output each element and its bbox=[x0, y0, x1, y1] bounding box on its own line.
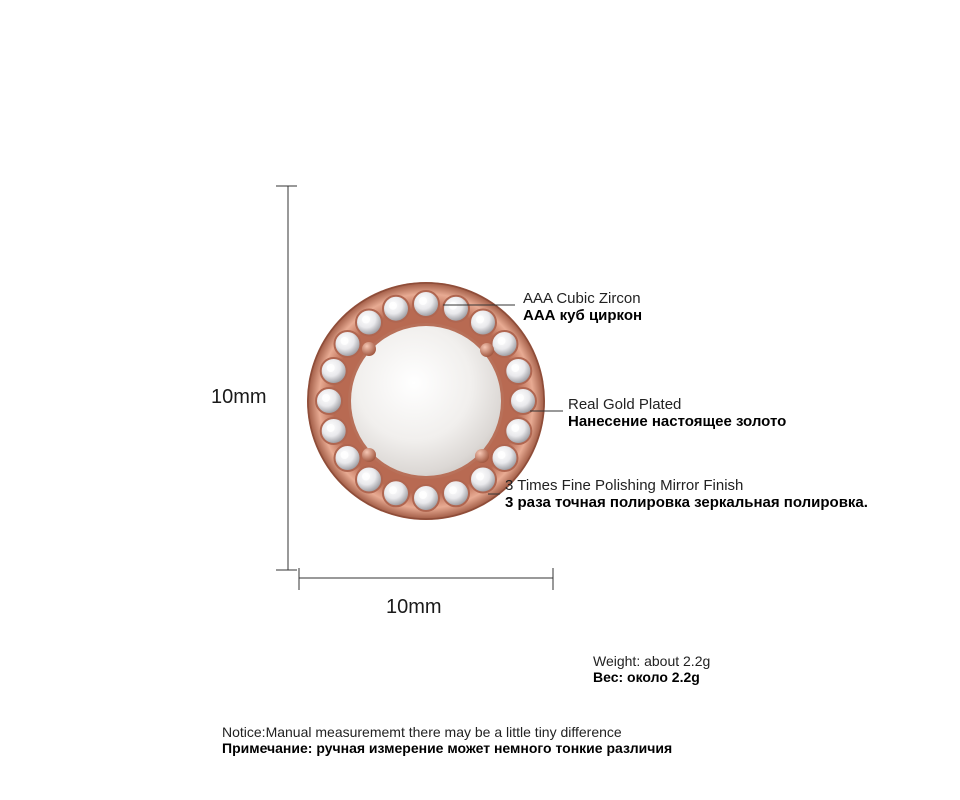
zircon-highlight bbox=[362, 473, 370, 481]
zircon-stone bbox=[505, 358, 531, 384]
zircon-stone bbox=[335, 445, 361, 471]
height-dimension-line bbox=[276, 186, 297, 570]
zircon-highlight bbox=[511, 364, 519, 372]
zircon-highlight bbox=[498, 337, 506, 345]
zircon-stone bbox=[316, 388, 342, 414]
callout-gold-plated-ru: Нанесение настоящее золото bbox=[568, 413, 787, 430]
weight-ru: Вес: около 2.2g bbox=[593, 669, 700, 685]
zircon-stone bbox=[510, 388, 536, 414]
zircon-stone bbox=[383, 296, 409, 322]
zircon-highlight bbox=[419, 297, 427, 305]
callout-cubic-zircon bbox=[523, 290, 642, 324]
zircon-stone bbox=[356, 467, 382, 493]
zircon-highlight bbox=[476, 316, 484, 324]
zircon-stone bbox=[492, 331, 518, 357]
zircon-stone bbox=[443, 480, 469, 506]
width-dimension-line bbox=[299, 568, 553, 590]
zircon-highlight bbox=[449, 486, 457, 494]
zircon-stone bbox=[470, 467, 496, 493]
callout-cubic-zircon-ru: ААА куб циркон bbox=[523, 307, 643, 324]
zircon-highlight bbox=[476, 473, 484, 481]
notice-ru: Примечание: ручная измерение может немного тонкие различия bbox=[222, 740, 673, 756]
zircon-highlight bbox=[516, 394, 524, 402]
zircon-stone bbox=[335, 331, 361, 357]
callout-gold-plated-en: Real Gold Plated bbox=[568, 396, 682, 413]
height-label: 10mm bbox=[211, 386, 267, 408]
zircon-stone bbox=[321, 418, 347, 444]
zircon-highlight bbox=[389, 486, 397, 494]
zircon-highlight bbox=[327, 364, 335, 372]
zircon-highlight bbox=[511, 424, 519, 432]
zircon-stone bbox=[413, 485, 439, 511]
zircon-highlight bbox=[341, 451, 349, 459]
zircon-highlight bbox=[322, 394, 330, 402]
callout-gold-plated bbox=[568, 396, 786, 430]
zircon-stone bbox=[443, 296, 469, 322]
zircon-highlight bbox=[327, 424, 335, 432]
callout-polishing-ru: 3 раза точная полировка зеркальная полировка. bbox=[505, 494, 868, 511]
zircon-highlight bbox=[419, 491, 427, 499]
zircon-stone bbox=[470, 310, 496, 336]
zircon-stone bbox=[321, 358, 347, 384]
zircon-stone bbox=[383, 480, 409, 506]
zircon-highlight bbox=[362, 316, 370, 324]
zircon-highlight bbox=[498, 451, 506, 459]
callout-cubic-zircon-en: AAA Cubic Zircon bbox=[523, 290, 641, 307]
zircon-highlight bbox=[449, 302, 457, 310]
zircon-highlight bbox=[341, 337, 349, 345]
zircon-stone bbox=[356, 310, 382, 336]
zircon-highlight bbox=[389, 302, 397, 310]
zircon-stone bbox=[505, 418, 531, 444]
width-label: 10mm bbox=[386, 596, 442, 618]
notice-en: Notice:Manual measurememt there may be a little tiny difference bbox=[222, 724, 622, 740]
zircon-stone bbox=[413, 291, 439, 317]
weight-info bbox=[593, 653, 710, 685]
notice bbox=[222, 724, 672, 756]
weight-en: Weight: about 2.2g bbox=[593, 653, 711, 669]
zircon-stone bbox=[492, 445, 518, 471]
callout-polishing bbox=[505, 477, 868, 511]
callout-polishing-en: 3 Times Fine Polishing Mirror Finish bbox=[505, 477, 744, 494]
